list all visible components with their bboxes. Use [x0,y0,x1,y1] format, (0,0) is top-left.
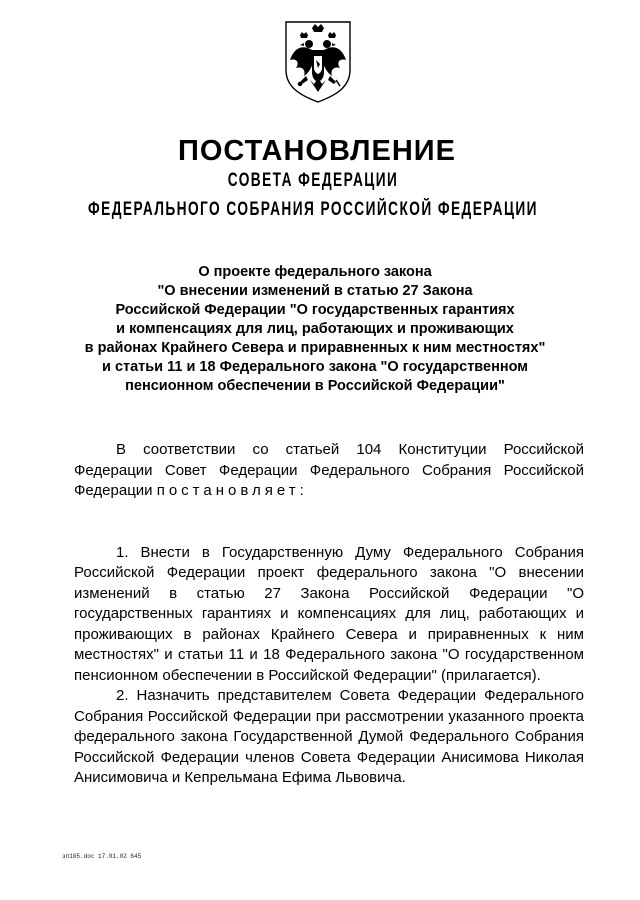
subject-line: О проекте федерального закона [198,264,432,280]
subject-line: и статьи 11 и 18 Федерального закона "О государственном [102,359,528,375]
issuer-line-1: СОВЕТА ФЕДЕРАЦИИ [227,170,399,191]
preamble-paragraph [74,440,584,502]
document-subject [60,263,570,396]
subject-line: в районах Крайнего Севера и приравненных к ним местностях" [84,340,546,356]
issuer-line-2: ФЕДЕРАЛЬНОГО СОБРАНИЯ РОССИЙСКОЙ ФЕДЕРАЦИИ [88,199,538,220]
clause-2: 2. Назначить представителем Совета Федерации Федерального Собрания Российской Федерации при рассмотрении указанного проекта федерального закона Государственной Думой Федерального Собрания Российской Федерации членов Совета Федерации Анисимова Николая Анисимовича и Кепрельмана Ефима Львовича. [74,687,584,786]
subject-line: Российской Федерации "О государственных гарантиях [115,302,515,318]
decree-word: постановляет: [156,482,308,499]
subject-line: пенсионном обеспечении в Российской Федерации" [125,378,505,394]
document-body [74,440,584,789]
coat-of-arms-icon [282,18,354,104]
subject-line: "О внесении изменений в статью 27 Закона [157,283,473,299]
subject-line: и компенсациях для лиц, работающих и проживающих [116,321,514,337]
clause-1: 1. Внести в Государственную Думу Федерального Собрания Российской Федерации проект федерального закона "О внесении изменений в статью 27 Закона Российской Федерации "О государственных гарантиях и компенсациях для лиц, работающих и проживающих в районах Крайнего Севера и приравненных к ним местностях" и статьи 11 и 18 Федерального закона "О государственном пенсионном обеспечении в Российской Федерации" (прилагается). [74,543,584,684]
preamble-text: В соответствии со статьей 104 Конституции Российской Федерации Совет Федерации Федерального Собрания Российской Федерации [74,441,584,499]
file-footer: зп105.doc 17.01.02 645 [62,853,142,860]
document-title: ПОСТАНОВЛЕНИЕ [178,135,456,167]
